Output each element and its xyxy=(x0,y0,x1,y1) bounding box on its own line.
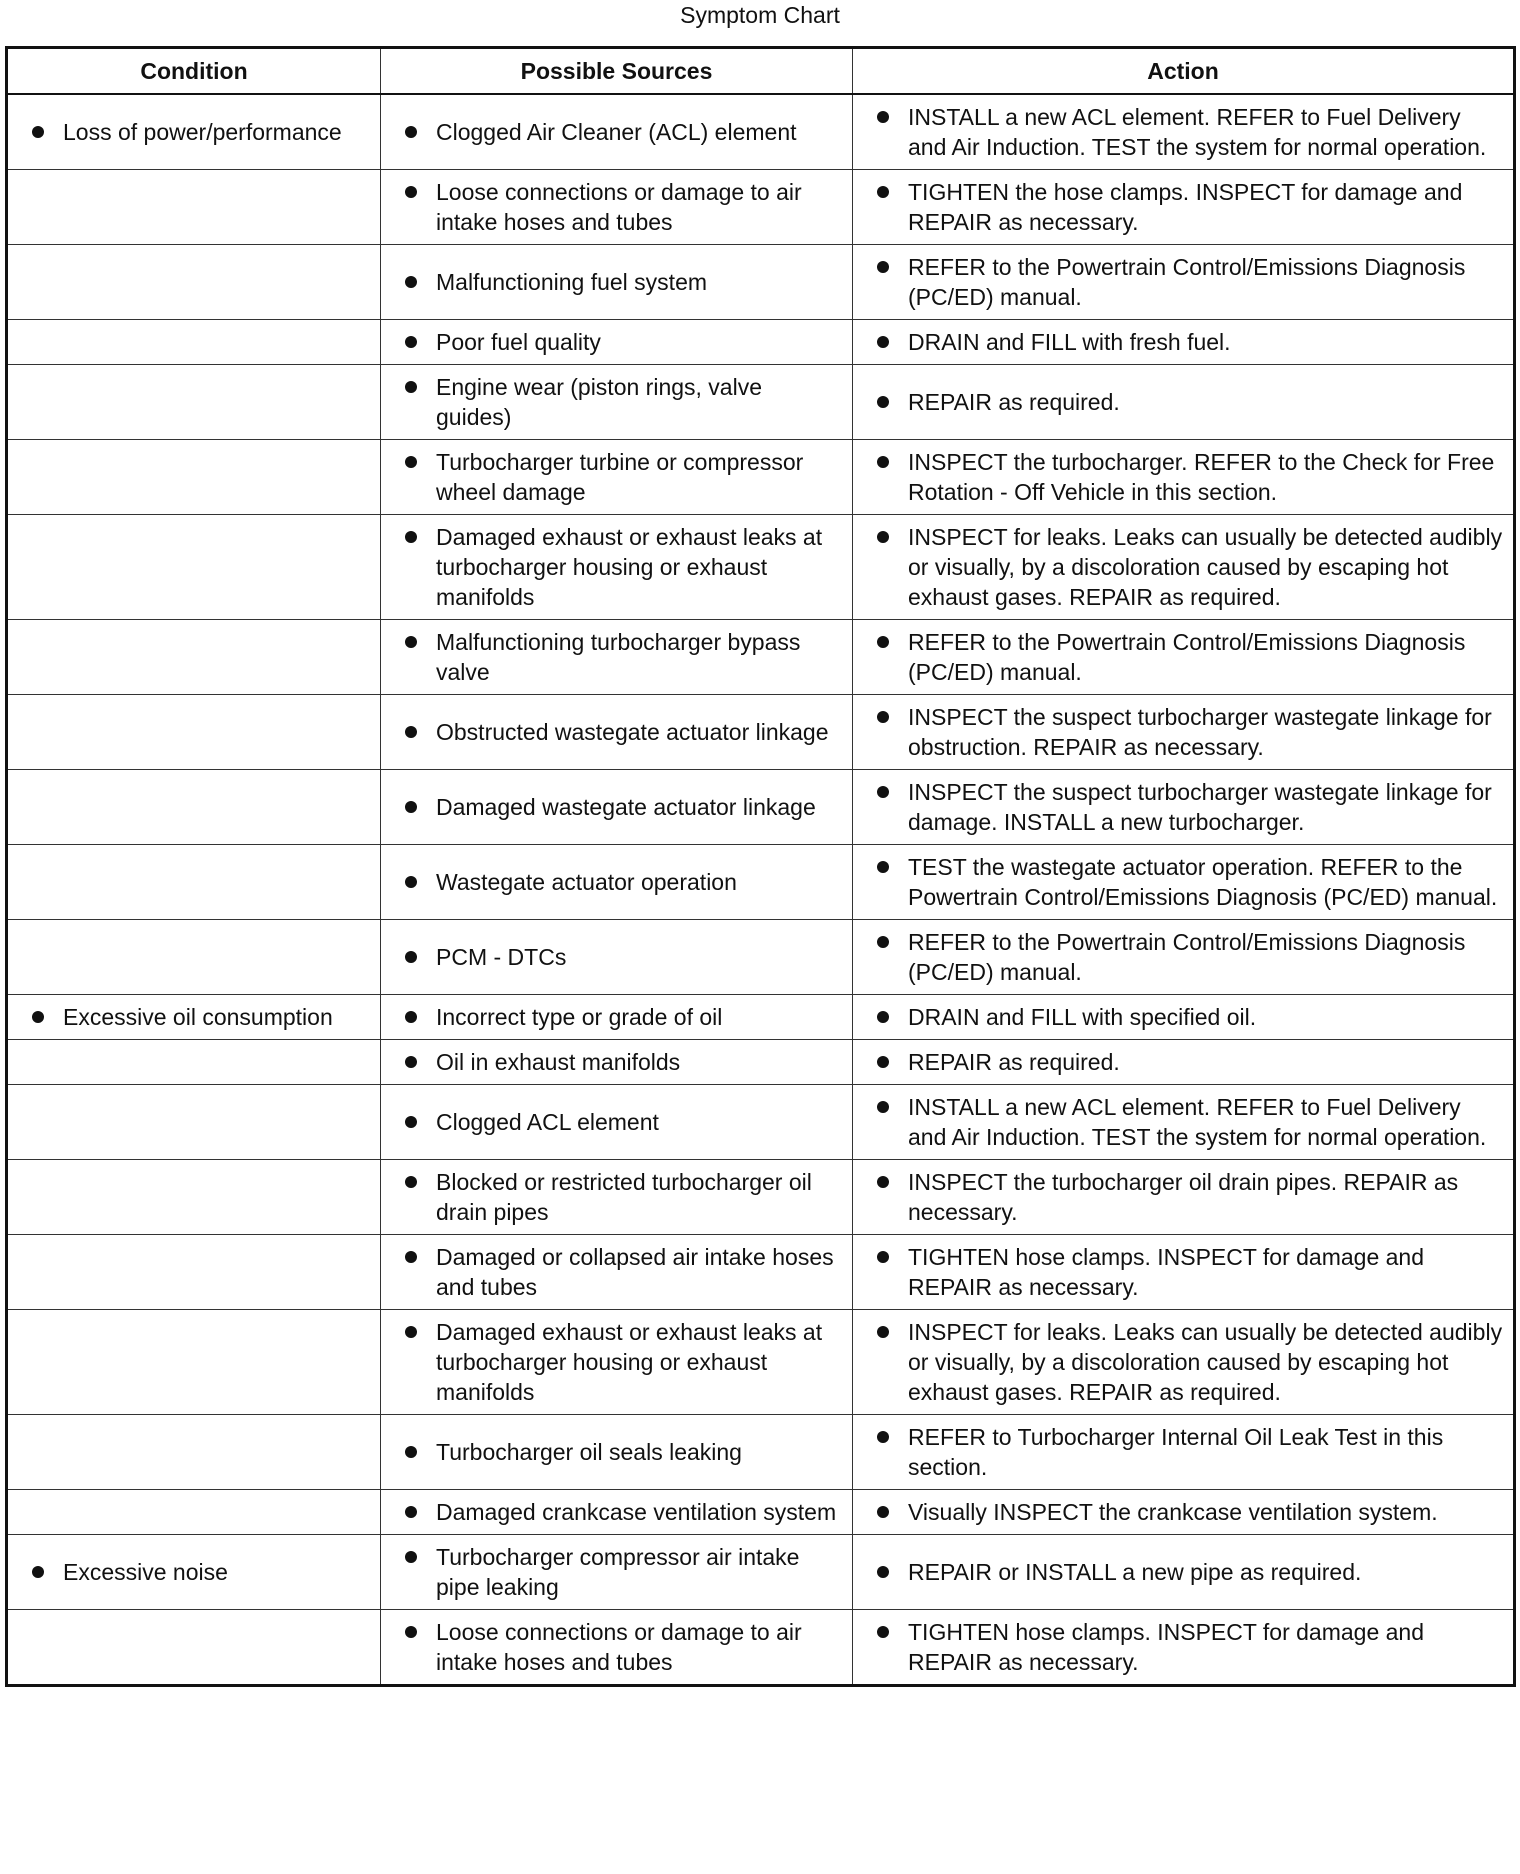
bullet-icon xyxy=(877,936,889,948)
source-cell xyxy=(381,245,853,320)
source-cell xyxy=(381,1040,853,1085)
action-cell xyxy=(853,845,1515,920)
source-cell-text: Turbocharger turbine or compressor wheel damage xyxy=(436,449,804,505)
action-cell-text: Visually INSPECT the crankcase ventilation system. xyxy=(908,1499,1438,1525)
bullet-item xyxy=(8,1002,370,1032)
action-cell xyxy=(853,770,1515,845)
action-cell xyxy=(853,1040,1515,1085)
source-cell xyxy=(381,365,853,440)
bullet-item xyxy=(853,777,1503,837)
condition-cell xyxy=(7,1490,381,1535)
action-cell xyxy=(853,1310,1515,1415)
source-cell-text: Loose connections or damage to air intake hoses and tubes xyxy=(436,1619,802,1675)
action-cell xyxy=(853,995,1515,1040)
source-cell xyxy=(381,440,853,515)
bullet-icon xyxy=(405,1446,417,1458)
bullet-item xyxy=(853,927,1503,987)
source-cell-text: Turbocharger compressor air intake pipe leaking xyxy=(436,1544,800,1600)
bullet-item xyxy=(381,447,842,507)
action-cell-text: INSTALL a new ACL element. REFER to Fuel Delivery and Air Induction. TEST the system for normal operation. xyxy=(908,104,1487,160)
bullet-item xyxy=(853,1497,1503,1527)
header-condition: Condition xyxy=(7,48,381,95)
action-cell-text: INSPECT the suspect turbocharger wastegate linkage for damage. INSTALL a new turbocharger. xyxy=(908,779,1492,835)
bullet-icon xyxy=(877,396,889,408)
bullet-item xyxy=(381,627,842,687)
action-cell-text: DRAIN and FILL with fresh fuel. xyxy=(908,329,1231,355)
source-cell-text: Clogged ACL element xyxy=(436,1109,659,1135)
source-cell xyxy=(381,170,853,245)
bullet-item xyxy=(381,717,842,747)
bullet-icon xyxy=(405,876,417,888)
source-cell-text: Damaged wastegate actuator linkage xyxy=(436,794,816,820)
source-cell xyxy=(381,1160,853,1235)
action-cell xyxy=(853,1415,1515,1490)
source-cell xyxy=(381,620,853,695)
condition-cell xyxy=(7,995,381,1040)
source-cell-text: Poor fuel quality xyxy=(436,329,601,355)
source-cell-text: Loose connections or damage to air intake hoses and tubes xyxy=(436,179,802,235)
condition-cell xyxy=(7,170,381,245)
bullet-item xyxy=(381,1317,842,1407)
source-cell-text: Clogged Air Cleaner (ACL) element xyxy=(436,119,797,145)
condition-cell-text: Excessive oil consumption xyxy=(63,1004,333,1030)
symptom-chart-table xyxy=(5,46,1516,1687)
source-cell xyxy=(381,320,853,365)
table-row xyxy=(7,1235,1515,1310)
bullet-icon xyxy=(877,1251,889,1263)
bullet-icon xyxy=(405,1116,417,1128)
bullet-icon xyxy=(877,1101,889,1113)
source-cell-text: Blocked or restricted turbocharger oil drain pipes xyxy=(436,1169,812,1225)
bullet-item xyxy=(853,1092,1503,1152)
source-cell-text: Malfunctioning fuel system xyxy=(436,269,708,295)
bullet-icon xyxy=(405,726,417,738)
action-cell-text: INSPECT for leaks. Leaks can usually be detected audibly or visually, by a discoloration caused by escaping hot exhaust gases. REPAIR as required. xyxy=(908,1319,1503,1405)
source-cell-text: Damaged exhaust or exhaust leaks at turbocharger housing or exhaust manifolds xyxy=(436,524,823,610)
table-row xyxy=(7,365,1515,440)
bullet-icon xyxy=(405,381,417,393)
bullet-icon xyxy=(405,531,417,543)
bullet-icon xyxy=(405,186,417,198)
condition-cell xyxy=(7,845,381,920)
action-cell-text: REFER to the Powertrain Control/Emissions Diagnosis (PC/ED) manual. xyxy=(908,929,1466,985)
action-cell-text: INSPECT for leaks. Leaks can usually be detected audibly or visually, by a discoloration caused by escaping hot exhaust gases. REPAIR as required. xyxy=(908,524,1503,610)
condition-cell xyxy=(7,440,381,515)
source-cell xyxy=(381,1415,853,1490)
bullet-item xyxy=(8,1557,370,1587)
condition-cell xyxy=(7,365,381,440)
bullet-icon xyxy=(877,336,889,348)
action-cell-text: REPAIR as required. xyxy=(908,1049,1120,1075)
condition-cell xyxy=(7,1235,381,1310)
bullet-item xyxy=(381,1167,842,1227)
bullet-item xyxy=(853,447,1503,507)
table-row xyxy=(7,920,1515,995)
source-cell xyxy=(381,1610,853,1686)
condition-cell xyxy=(7,94,381,170)
bullet-item xyxy=(381,1047,842,1077)
bullet-icon xyxy=(877,1626,889,1638)
bullet-icon xyxy=(405,1551,417,1563)
bullet-icon xyxy=(877,456,889,468)
bullet-item xyxy=(853,1242,1503,1302)
source-cell xyxy=(381,94,853,170)
action-cell xyxy=(853,170,1515,245)
bullet-icon xyxy=(877,711,889,723)
bullet-icon xyxy=(405,1176,417,1188)
action-cell-text: REFER to the Powertrain Control/Emissions Diagnosis (PC/ED) manual. xyxy=(908,629,1466,685)
source-cell xyxy=(381,1085,853,1160)
bullet-item xyxy=(853,1047,1503,1077)
table-row xyxy=(7,245,1515,320)
source-cell-text: Turbocharger oil seals leaking xyxy=(436,1439,742,1465)
condition-cell xyxy=(7,1310,381,1415)
table-row xyxy=(7,515,1515,620)
bullet-icon xyxy=(877,186,889,198)
table-row xyxy=(7,440,1515,515)
source-cell xyxy=(381,1310,853,1415)
action-cell xyxy=(853,1535,1515,1610)
bullet-icon xyxy=(405,1326,417,1338)
condition-cell-text: Loss of power/performance xyxy=(63,119,342,145)
action-cell-text: REPAIR or INSTALL a new pipe as required. xyxy=(908,1559,1362,1585)
action-cell xyxy=(853,1160,1515,1235)
condition-cell xyxy=(7,1610,381,1686)
condition-cell xyxy=(7,245,381,320)
bullet-item xyxy=(853,1317,1503,1407)
action-cell-text: INSPECT the suspect turbocharger wastegate linkage for obstruction. REPAIR as necessary. xyxy=(908,704,1492,760)
action-cell xyxy=(853,245,1515,320)
bullet-item xyxy=(381,1617,842,1677)
bullet-icon xyxy=(32,1011,44,1023)
bullet-item xyxy=(381,1242,842,1302)
bullet-icon xyxy=(405,276,417,288)
table-row xyxy=(7,170,1515,245)
bullet-item xyxy=(853,1557,1503,1587)
action-cell xyxy=(853,1610,1515,1686)
bullet-icon xyxy=(405,636,417,648)
action-cell xyxy=(853,920,1515,995)
source-cell xyxy=(381,1535,853,1610)
bullet-item xyxy=(381,522,842,612)
bullet-icon xyxy=(405,1506,417,1518)
source-cell xyxy=(381,695,853,770)
action-cell-text: TIGHTEN hose clamps. INSPECT for damage and REPAIR as necessary. xyxy=(908,1619,1424,1675)
action-cell-text: REFER to Turbocharger Internal Oil Leak Test in this section. xyxy=(908,1424,1444,1480)
bullet-item xyxy=(381,177,842,237)
action-cell-text: DRAIN and FILL with specified oil. xyxy=(908,1004,1257,1030)
action-cell xyxy=(853,365,1515,440)
table-row xyxy=(7,845,1515,920)
bullet-icon xyxy=(405,951,417,963)
header-action: Action xyxy=(853,48,1515,95)
action-cell-text: INSPECT the turbocharger oil drain pipes. REPAIR as necessary. xyxy=(908,1169,1459,1225)
action-cell-text: TIGHTEN hose clamps. INSPECT for damage and REPAIR as necessary. xyxy=(908,1244,1424,1300)
bullet-item xyxy=(853,177,1503,237)
condition-cell xyxy=(7,1040,381,1085)
bullet-item xyxy=(381,1497,842,1527)
action-cell-text: TIGHTEN the hose clamps. INSPECT for damage and REPAIR as necessary. xyxy=(908,179,1463,235)
action-cell xyxy=(853,1235,1515,1310)
bullet-icon xyxy=(877,786,889,798)
bullet-icon xyxy=(32,126,44,138)
bullet-icon xyxy=(877,261,889,273)
action-cell xyxy=(853,94,1515,170)
bullet-item xyxy=(381,1437,842,1467)
bullet-item xyxy=(853,522,1503,612)
bullet-item xyxy=(853,387,1503,417)
table-row xyxy=(7,995,1515,1040)
bullet-item xyxy=(381,327,842,357)
action-cell-text: TEST the wastegate actuator operation. REFER to the Powertrain Control/Emissions Diagnosis (PC/ED) manual. xyxy=(908,854,1498,910)
condition-cell xyxy=(7,515,381,620)
source-cell-text: Damaged or collapsed air intake hoses and tubes xyxy=(436,1244,834,1300)
bullet-item xyxy=(853,1167,1503,1227)
condition-cell xyxy=(7,770,381,845)
bullet-icon xyxy=(405,126,417,138)
bullet-item xyxy=(853,852,1503,912)
source-cell xyxy=(381,920,853,995)
action-cell xyxy=(853,1085,1515,1160)
table-row xyxy=(7,1535,1515,1610)
condition-cell xyxy=(7,1085,381,1160)
table-row xyxy=(7,1310,1515,1415)
table-row xyxy=(7,1085,1515,1160)
source-cell-text: Incorrect type or grade of oil xyxy=(436,1004,723,1030)
source-cell-text: PCM - DTCs xyxy=(436,944,567,970)
table-row xyxy=(7,94,1515,170)
bullet-icon xyxy=(405,1056,417,1068)
condition-cell xyxy=(7,320,381,365)
bullet-icon xyxy=(405,336,417,348)
source-cell xyxy=(381,845,853,920)
bullet-icon xyxy=(877,1431,889,1443)
page-title: Symptom Chart xyxy=(680,2,840,28)
bullet-item xyxy=(853,252,1503,312)
bullet-item xyxy=(381,1107,842,1137)
source-cell xyxy=(381,1235,853,1310)
table-row xyxy=(7,695,1515,770)
action-cell xyxy=(853,515,1515,620)
table-row xyxy=(7,1040,1515,1085)
bullet-icon xyxy=(877,861,889,873)
bullet-icon xyxy=(877,1326,889,1338)
table-row xyxy=(7,1415,1515,1490)
bullet-icon xyxy=(877,111,889,123)
action-cell-text: INSTALL a new ACL element. REFER to Fuel Delivery and Air Induction. TEST the system for normal operation. xyxy=(908,1094,1487,1150)
source-cell-text: Wastegate actuator operation xyxy=(436,869,737,895)
condition-cell xyxy=(7,620,381,695)
bullet-icon xyxy=(877,1566,889,1578)
bullet-icon xyxy=(877,1056,889,1068)
action-cell xyxy=(853,1490,1515,1535)
bullet-item xyxy=(853,1422,1503,1482)
table-row xyxy=(7,1490,1515,1535)
source-cell xyxy=(381,995,853,1040)
table-row xyxy=(7,770,1515,845)
bullet-icon xyxy=(405,801,417,813)
table-row xyxy=(7,1610,1515,1686)
condition-cell xyxy=(7,920,381,995)
bullet-icon xyxy=(32,1566,44,1578)
bullet-icon xyxy=(405,1626,417,1638)
bullet-item xyxy=(381,267,842,297)
bullet-item xyxy=(381,1542,842,1602)
action-cell-text: REFER to the Powertrain Control/Emissions Diagnosis (PC/ED) manual. xyxy=(908,254,1466,310)
bullet-icon xyxy=(877,1011,889,1023)
source-cell-text: Malfunctioning turbocharger bypass valve xyxy=(436,629,801,685)
source-cell-text: Engine wear (piston rings, valve guides) xyxy=(436,374,762,430)
bullet-icon xyxy=(877,1176,889,1188)
source-cell-text: Oil in exhaust manifolds xyxy=(436,1049,681,1075)
table-header-row xyxy=(7,48,1515,95)
bullet-icon xyxy=(405,1011,417,1023)
bullet-item xyxy=(381,942,842,972)
action-cell xyxy=(853,695,1515,770)
bullet-item xyxy=(381,372,842,432)
bullet-icon xyxy=(877,1506,889,1518)
action-cell xyxy=(853,440,1515,515)
action-cell xyxy=(853,620,1515,695)
bullet-item xyxy=(381,117,842,147)
condition-cell xyxy=(7,695,381,770)
bullet-icon xyxy=(877,531,889,543)
table-row xyxy=(7,620,1515,695)
action-cell xyxy=(853,320,1515,365)
bullet-icon xyxy=(405,456,417,468)
source-cell-text: Obstructed wastegate actuator linkage xyxy=(436,719,829,745)
source-cell xyxy=(381,1490,853,1535)
bullet-item xyxy=(381,792,842,822)
bullet-item xyxy=(853,627,1503,687)
condition-cell xyxy=(7,1160,381,1235)
bullet-item xyxy=(381,1002,842,1032)
bullet-item xyxy=(853,702,1503,762)
bullet-item xyxy=(853,327,1503,357)
bullet-icon xyxy=(405,1251,417,1263)
source-cell xyxy=(381,515,853,620)
bullet-item xyxy=(8,117,370,147)
source-cell-text: Damaged crankcase ventilation system xyxy=(436,1499,837,1525)
source-cell xyxy=(381,770,853,845)
table-row xyxy=(7,1160,1515,1235)
bullet-icon xyxy=(877,636,889,648)
bullet-item xyxy=(381,867,842,897)
condition-cell xyxy=(7,1415,381,1490)
bullet-item xyxy=(853,1617,1503,1677)
table-row xyxy=(7,320,1515,365)
condition-cell-text: Excessive noise xyxy=(63,1559,228,1585)
bullet-item xyxy=(853,102,1503,162)
action-cell-text: REPAIR as required. xyxy=(908,389,1120,415)
condition-cell xyxy=(7,1535,381,1610)
action-cell-text: INSPECT the turbocharger. REFER to the Check for Free Rotation - Off Vehicle in this section. xyxy=(908,449,1495,505)
bullet-item xyxy=(853,1002,1503,1032)
header-possible-sources: Possible Sources xyxy=(381,48,853,95)
source-cell-text: Damaged exhaust or exhaust leaks at turbocharger housing or exhaust manifolds xyxy=(436,1319,823,1405)
table-body xyxy=(7,94,1515,1686)
